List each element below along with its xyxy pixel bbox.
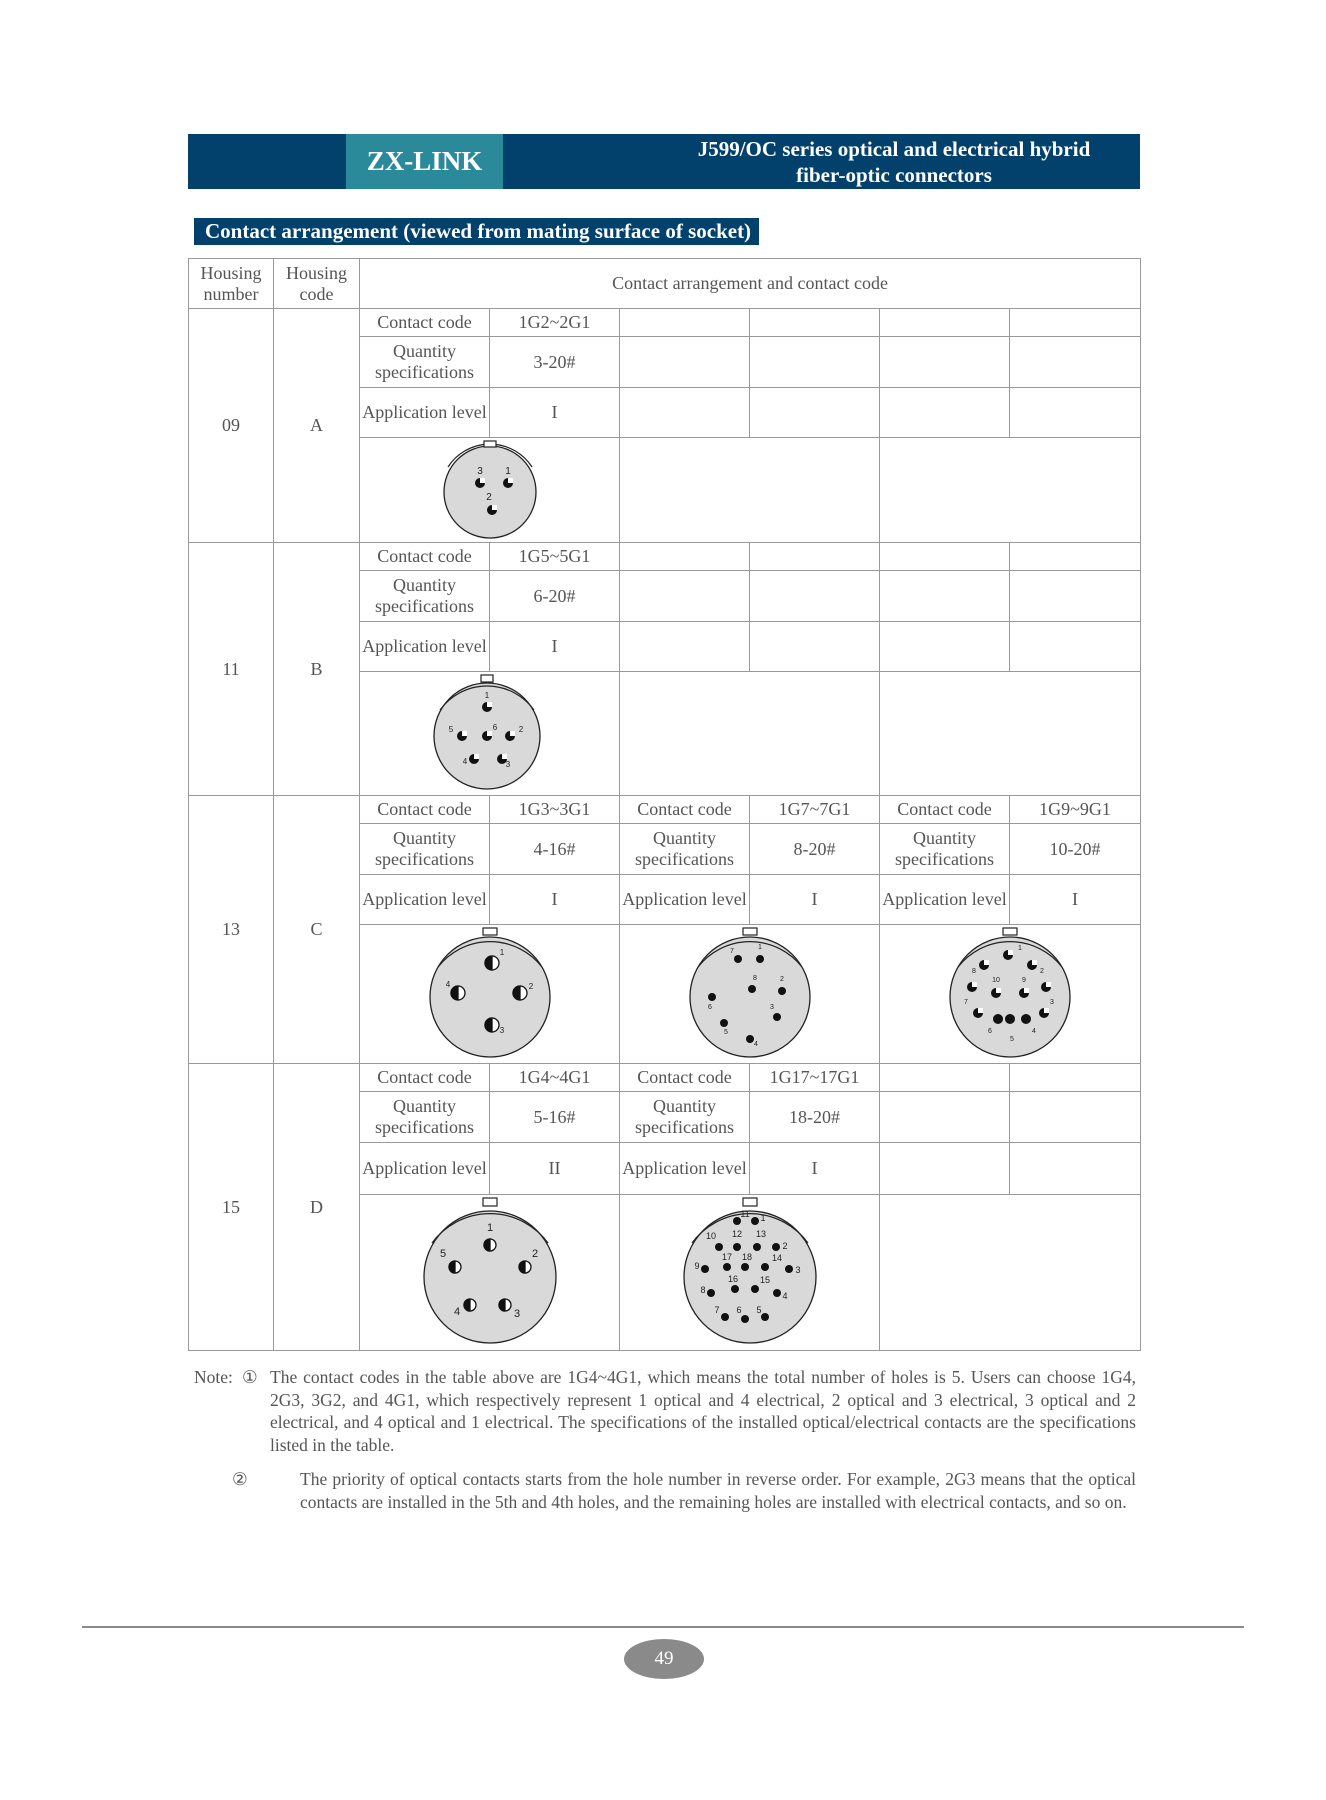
pin-label: 5	[723, 1029, 728, 1036]
series-title-line1: J599/OC series optical and electrical hybrid	[697, 136, 1091, 161]
label-quantity: Quantity specifications	[360, 824, 490, 875]
pin-label: 4	[781, 1291, 788, 1301]
application-value: II	[490, 1143, 620, 1195]
label-application: Application level	[360, 875, 490, 925]
note-2	[232, 1468, 1136, 1513]
label-contact-code: Contact code	[880, 796, 1010, 824]
quantity-value: 4-16#	[490, 824, 620, 875]
contact-code-value: 1G7~7G1	[750, 796, 880, 824]
contact-code-value: 1G3~3G1	[490, 796, 620, 824]
housing-code: C	[274, 796, 360, 1064]
quantity-value: 10-20#	[1010, 824, 1141, 875]
table-row	[189, 796, 1141, 824]
contact-4-diagram	[420, 925, 560, 1063]
pin-label: 3	[476, 466, 483, 477]
label-application: Application level	[360, 1143, 490, 1195]
contact-code-value: 1G5~5G1	[490, 543, 620, 571]
notes	[194, 1366, 1136, 1513]
pin-label: 2	[528, 982, 533, 991]
contact-18-diagram	[675, 1195, 825, 1350]
pin-label: 2	[485, 492, 492, 503]
note-label: Note:	[194, 1367, 233, 1387]
application-value: I	[490, 622, 620, 672]
contact-arrangement-table	[188, 258, 1141, 1351]
series-title-line2: fiber-optic connectors	[796, 162, 992, 187]
contact-code-value: 1G2~2G1	[490, 309, 620, 337]
pin-label: 2	[1040, 968, 1044, 975]
quantity-value: 5-16#	[490, 1092, 620, 1143]
label-quantity: Quantity specifications	[360, 1092, 490, 1143]
quantity-value: 3-20#	[490, 337, 620, 388]
series-title	[648, 134, 1140, 189]
table-row	[189, 309, 1141, 337]
pin-label: 1	[499, 948, 504, 957]
pin-label: 7	[964, 999, 968, 1006]
pin-label: 5	[448, 725, 453, 734]
label-contact-code: Contact code	[360, 309, 490, 337]
label-application: Application level	[620, 875, 750, 925]
housing-number: 11	[189, 543, 274, 796]
application-value: I	[490, 875, 620, 925]
pin-label: 1	[757, 944, 762, 951]
contact-10-diagram	[940, 925, 1080, 1063]
quantity-value: 18-20#	[750, 1092, 880, 1143]
diagram-cell	[360, 672, 620, 796]
application-value: I	[750, 875, 880, 925]
pin-label: 14	[771, 1253, 782, 1263]
brand-logo: ZX-LINK	[346, 134, 503, 189]
note-2-text: The priority of optical contacts starts from the hole number in reverse order. For example, 2G3 means that the optical contacts are installed in the 5th and 4th holes, and the remaining holes are installed with electrical contacts, and so on.	[300, 1469, 1136, 1512]
pin-label: 12	[731, 1229, 742, 1239]
quantity-value: 6-20#	[490, 571, 620, 622]
pin-label: 5	[1010, 1036, 1014, 1043]
pin-label: 1	[486, 1222, 493, 1234]
diagram-cell	[620, 1195, 880, 1351]
label-application: Application level	[880, 875, 1010, 925]
pin-label: 17	[721, 1252, 732, 1262]
pin-label: 9	[693, 1261, 700, 1271]
pin-label: 5	[439, 1248, 446, 1260]
pin-label: 7	[729, 948, 734, 955]
pin-label: 4	[445, 980, 450, 989]
diagram-cell	[360, 925, 620, 1064]
pin-label: 4	[753, 1041, 758, 1048]
label-quantity: Quantity specifications	[360, 571, 490, 622]
note-2-marker: ②	[232, 1469, 248, 1489]
header-housing-number: Housing number	[189, 259, 274, 309]
pin-label: 4	[453, 1306, 460, 1318]
contact-code-value: 1G17~17G1	[750, 1064, 880, 1092]
pin-label: 3	[499, 1026, 504, 1035]
pin-label: 18	[741, 1252, 752, 1262]
pin-label: 6	[492, 723, 497, 732]
pin-label: 1	[504, 466, 511, 477]
pin-label: 8	[752, 975, 757, 982]
header-arrangement: Contact arrangement and contact code	[360, 259, 1141, 309]
pin-label: 8	[699, 1285, 706, 1295]
application-value: I	[490, 388, 620, 438]
housing-code: A	[274, 309, 360, 543]
pin-label: 6	[988, 1028, 992, 1035]
header-bar	[188, 134, 1140, 189]
pin-label: 16	[727, 1274, 738, 1284]
note-1-marker: ①	[242, 1367, 258, 1387]
housing-number: 09	[189, 309, 274, 543]
pin-label: 2	[518, 725, 523, 734]
label-contact-code: Contact code	[620, 1064, 750, 1092]
label-quantity: Quantity specifications	[360, 337, 490, 388]
pin-label: 2	[779, 976, 784, 983]
contact-8-diagram	[680, 925, 820, 1063]
diagram-cell	[360, 438, 620, 543]
pin-label: 13	[755, 1229, 766, 1239]
housing-number: 15	[189, 1064, 274, 1351]
pin-label: 1	[484, 691, 489, 700]
footer-divider	[82, 1626, 1244, 1628]
label-application: Application level	[360, 388, 490, 438]
application-value: I	[750, 1143, 880, 1195]
contact-6-diagram	[425, 672, 555, 795]
diagram-cell	[360, 1195, 620, 1351]
pin-label: 3	[505, 760, 510, 769]
label-application: Application level	[620, 1143, 750, 1195]
note-1	[194, 1366, 1136, 1456]
label-quantity: Quantity specifications	[880, 824, 1010, 875]
pin-label: 10	[705, 1231, 716, 1241]
diagram-cell	[880, 925, 1141, 1064]
pin-label: 3	[1050, 999, 1054, 1006]
housing-number: 13	[189, 796, 274, 1064]
pin-label: 2	[531, 1248, 538, 1260]
pin-label: 6	[735, 1305, 742, 1315]
pin-label: 9	[1022, 977, 1026, 984]
pin-label: 8	[972, 968, 976, 975]
note-1-text: The contact codes in the table above are 1G4~4G1, which means the total number of holes is 5. Users can choose 1G4, 2G3, 3G2, and 4G1, which respectively represent 1 optical and 4 electrical, 2 optical and 3 electrical, 3 optical and 2 electrical, and 4 optical and 1 electrical. The specifications of the installed optical/electrical contacts are the specifications listed in the table.	[270, 1367, 1136, 1455]
pin-label: 6	[707, 1004, 712, 1011]
diagram-cell	[620, 925, 880, 1064]
contact-3-diagram	[425, 438, 555, 542]
pin-label: 4	[1032, 1028, 1036, 1035]
pin-label: 7	[713, 1305, 720, 1315]
pin-label: 4	[462, 757, 467, 766]
contact-5-diagram	[415, 1195, 565, 1350]
contact-code-value: 1G9~9G1	[1010, 796, 1141, 824]
section-title: Contact arrangement (viewed from mating surface of socket)	[194, 218, 759, 245]
header-housing-code: Housing code	[274, 259, 360, 309]
label-application: Application level	[360, 622, 490, 672]
quantity-value: 8-20#	[750, 824, 880, 875]
page-number: 49	[624, 1639, 704, 1679]
table-row	[189, 1064, 1141, 1092]
pin-label: 5	[755, 1305, 762, 1315]
pin-label: 10	[992, 977, 1000, 984]
pin-label: 1	[1018, 945, 1022, 952]
pin-label: 1	[759, 1213, 766, 1223]
contact-code-value: 1G4~4G1	[490, 1064, 620, 1092]
table-header-row	[189, 259, 1141, 309]
pin-label: 2	[781, 1241, 788, 1251]
label-contact-code: Contact code	[360, 543, 490, 571]
housing-code: D	[274, 1064, 360, 1351]
label-contact-code: Contact code	[620, 796, 750, 824]
housing-code: B	[274, 543, 360, 796]
label-quantity: Quantity specifications	[620, 1092, 750, 1143]
pin-label: 11	[739, 1209, 750, 1219]
pin-label: 3	[794, 1265, 801, 1275]
pin-label: 15	[759, 1275, 770, 1285]
label-contact-code: Contact code	[360, 796, 490, 824]
label-quantity: Quantity specifications	[620, 824, 750, 875]
label-contact-code: Contact code	[360, 1064, 490, 1092]
application-value: I	[1010, 875, 1141, 925]
table-row	[189, 543, 1141, 571]
pin-label: 3	[769, 1004, 774, 1011]
pin-label: 3	[513, 1308, 520, 1320]
